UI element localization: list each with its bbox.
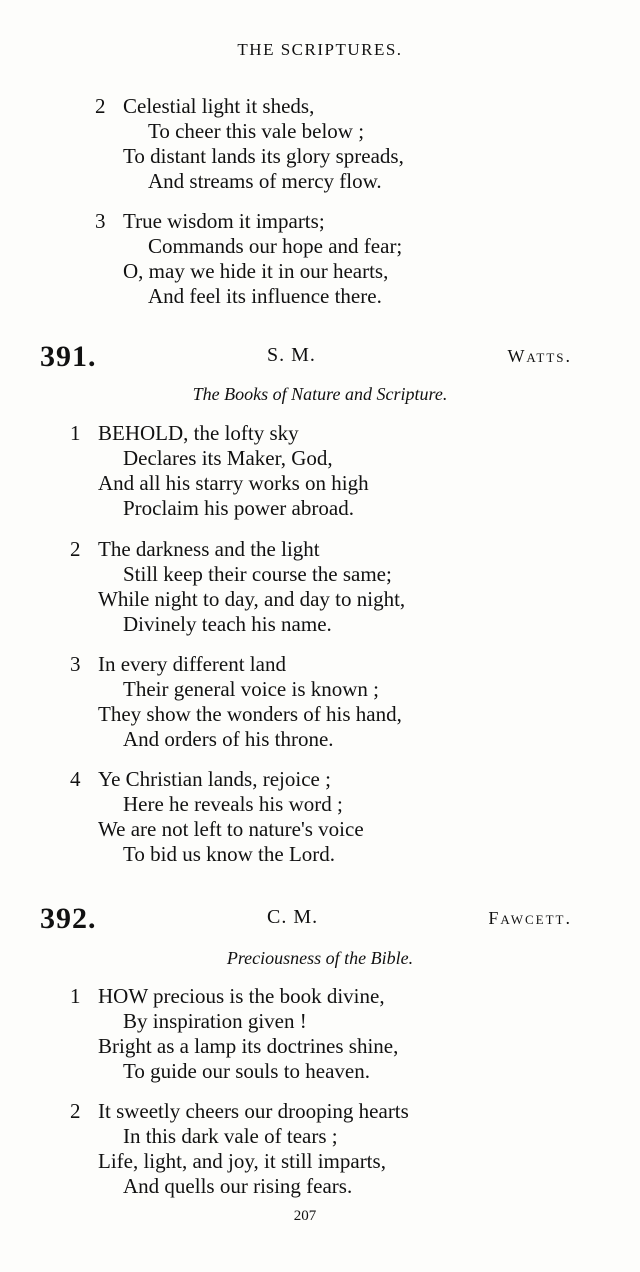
verse-line: To guide our souls to heaven. <box>123 1059 370 1083</box>
verse-line: Their general voice is known ; <box>123 677 379 701</box>
verse-line: To bid us know the Lord. <box>123 842 336 866</box>
verse-line: Bright as a lamp its doctrines shine, <box>98 1034 399 1058</box>
verse-line: And feel its influence there. <box>148 284 382 308</box>
verse-line: Commands our hope and fear; <box>148 234 403 258</box>
hymn-author: Fawcett. <box>488 908 572 928</box>
hymn-title: Preciousness of the Bible. <box>226 948 414 968</box>
verse-line: To distant lands its glory spreads, <box>123 144 404 168</box>
stanza-number: 1 <box>70 984 81 1008</box>
verse-line: To cheer this vale below ; <box>148 119 365 143</box>
verse-line: And orders of his throne. <box>123 727 334 751</box>
verse-line: Divinely teach his name. <box>123 612 332 636</box>
verse-line: They show the wonders of his hand, <box>98 702 402 726</box>
verse-line: Celestial light it sheds, <box>123 94 315 118</box>
verse-line: By inspiration given ! <box>123 1009 307 1033</box>
hymn-meter: S. M. <box>267 344 316 366</box>
verse-line: Life, light, and joy, it still imparts, <box>98 1149 386 1173</box>
verse-line: HOW precious is the book divine, <box>98 984 385 1008</box>
verse-line: BEHOLD, the lofty sky <box>98 421 299 445</box>
verse-line: And streams of mercy flow. <box>148 169 382 193</box>
hymn-author: Watts. <box>507 346 572 366</box>
hymn-title: The Books of Nature and Scripture. <box>192 384 448 404</box>
hymn-number: 391. <box>40 340 97 373</box>
verse-line: It sweetly cheers our drooping hearts <box>98 1099 409 1123</box>
stanza-392-1 <box>70 984 399 1084</box>
hymn-meter: C. M. <box>267 906 319 928</box>
stanza-392-2 <box>70 1099 409 1199</box>
stanza-391-2 <box>70 537 406 637</box>
stanza-391-3 <box>70 652 402 752</box>
stanza-number: 4 <box>70 767 81 791</box>
verse-line: Proclaim his power abroad. <box>123 496 354 520</box>
verse-line: And quells our rising fears. <box>123 1174 353 1198</box>
stanza-391-1 <box>70 421 369 521</box>
verse-line: In every different land <box>98 652 286 676</box>
page-number: 207 <box>293 1208 317 1224</box>
stanza-number: 2 <box>70 1099 81 1123</box>
stanza-number: 1 <box>70 421 81 445</box>
running-head: THE SCRIPTURES. <box>237 40 403 59</box>
stanza-number: 3 <box>95 209 106 233</box>
stanza-number: 2 <box>70 537 81 561</box>
verse-line: In this dark vale of tears ; <box>123 1124 338 1148</box>
stanza-continued-3 <box>95 209 403 309</box>
stanza-number: 3 <box>70 652 81 676</box>
hymn-header-392 <box>40 902 572 936</box>
verse-line: And all his starry works on high <box>98 471 369 495</box>
verse-line: While night to day, and day to night, <box>98 587 406 611</box>
verse-line: O, may we hide it in our hearts, <box>123 259 389 283</box>
stanza-continued-2 <box>95 94 404 194</box>
verse-line: Here he reveals his word ; <box>123 792 343 816</box>
verse-line: The darkness and the light <box>98 537 320 561</box>
verse-line: Still keep their course the same; <box>123 562 392 586</box>
verse-line: We are not left to nature's voice <box>98 817 364 841</box>
verse-line: True wisdom it imparts; <box>123 209 325 233</box>
verse-line: Ye Christian lands, rejoice ; <box>98 767 331 791</box>
hymn-number: 392. <box>40 902 97 935</box>
verse-line: Declares its Maker, God, <box>123 446 333 470</box>
hymn-header-391 <box>40 340 572 374</box>
stanza-number: 2 <box>95 94 106 118</box>
stanza-391-4 <box>70 767 364 867</box>
